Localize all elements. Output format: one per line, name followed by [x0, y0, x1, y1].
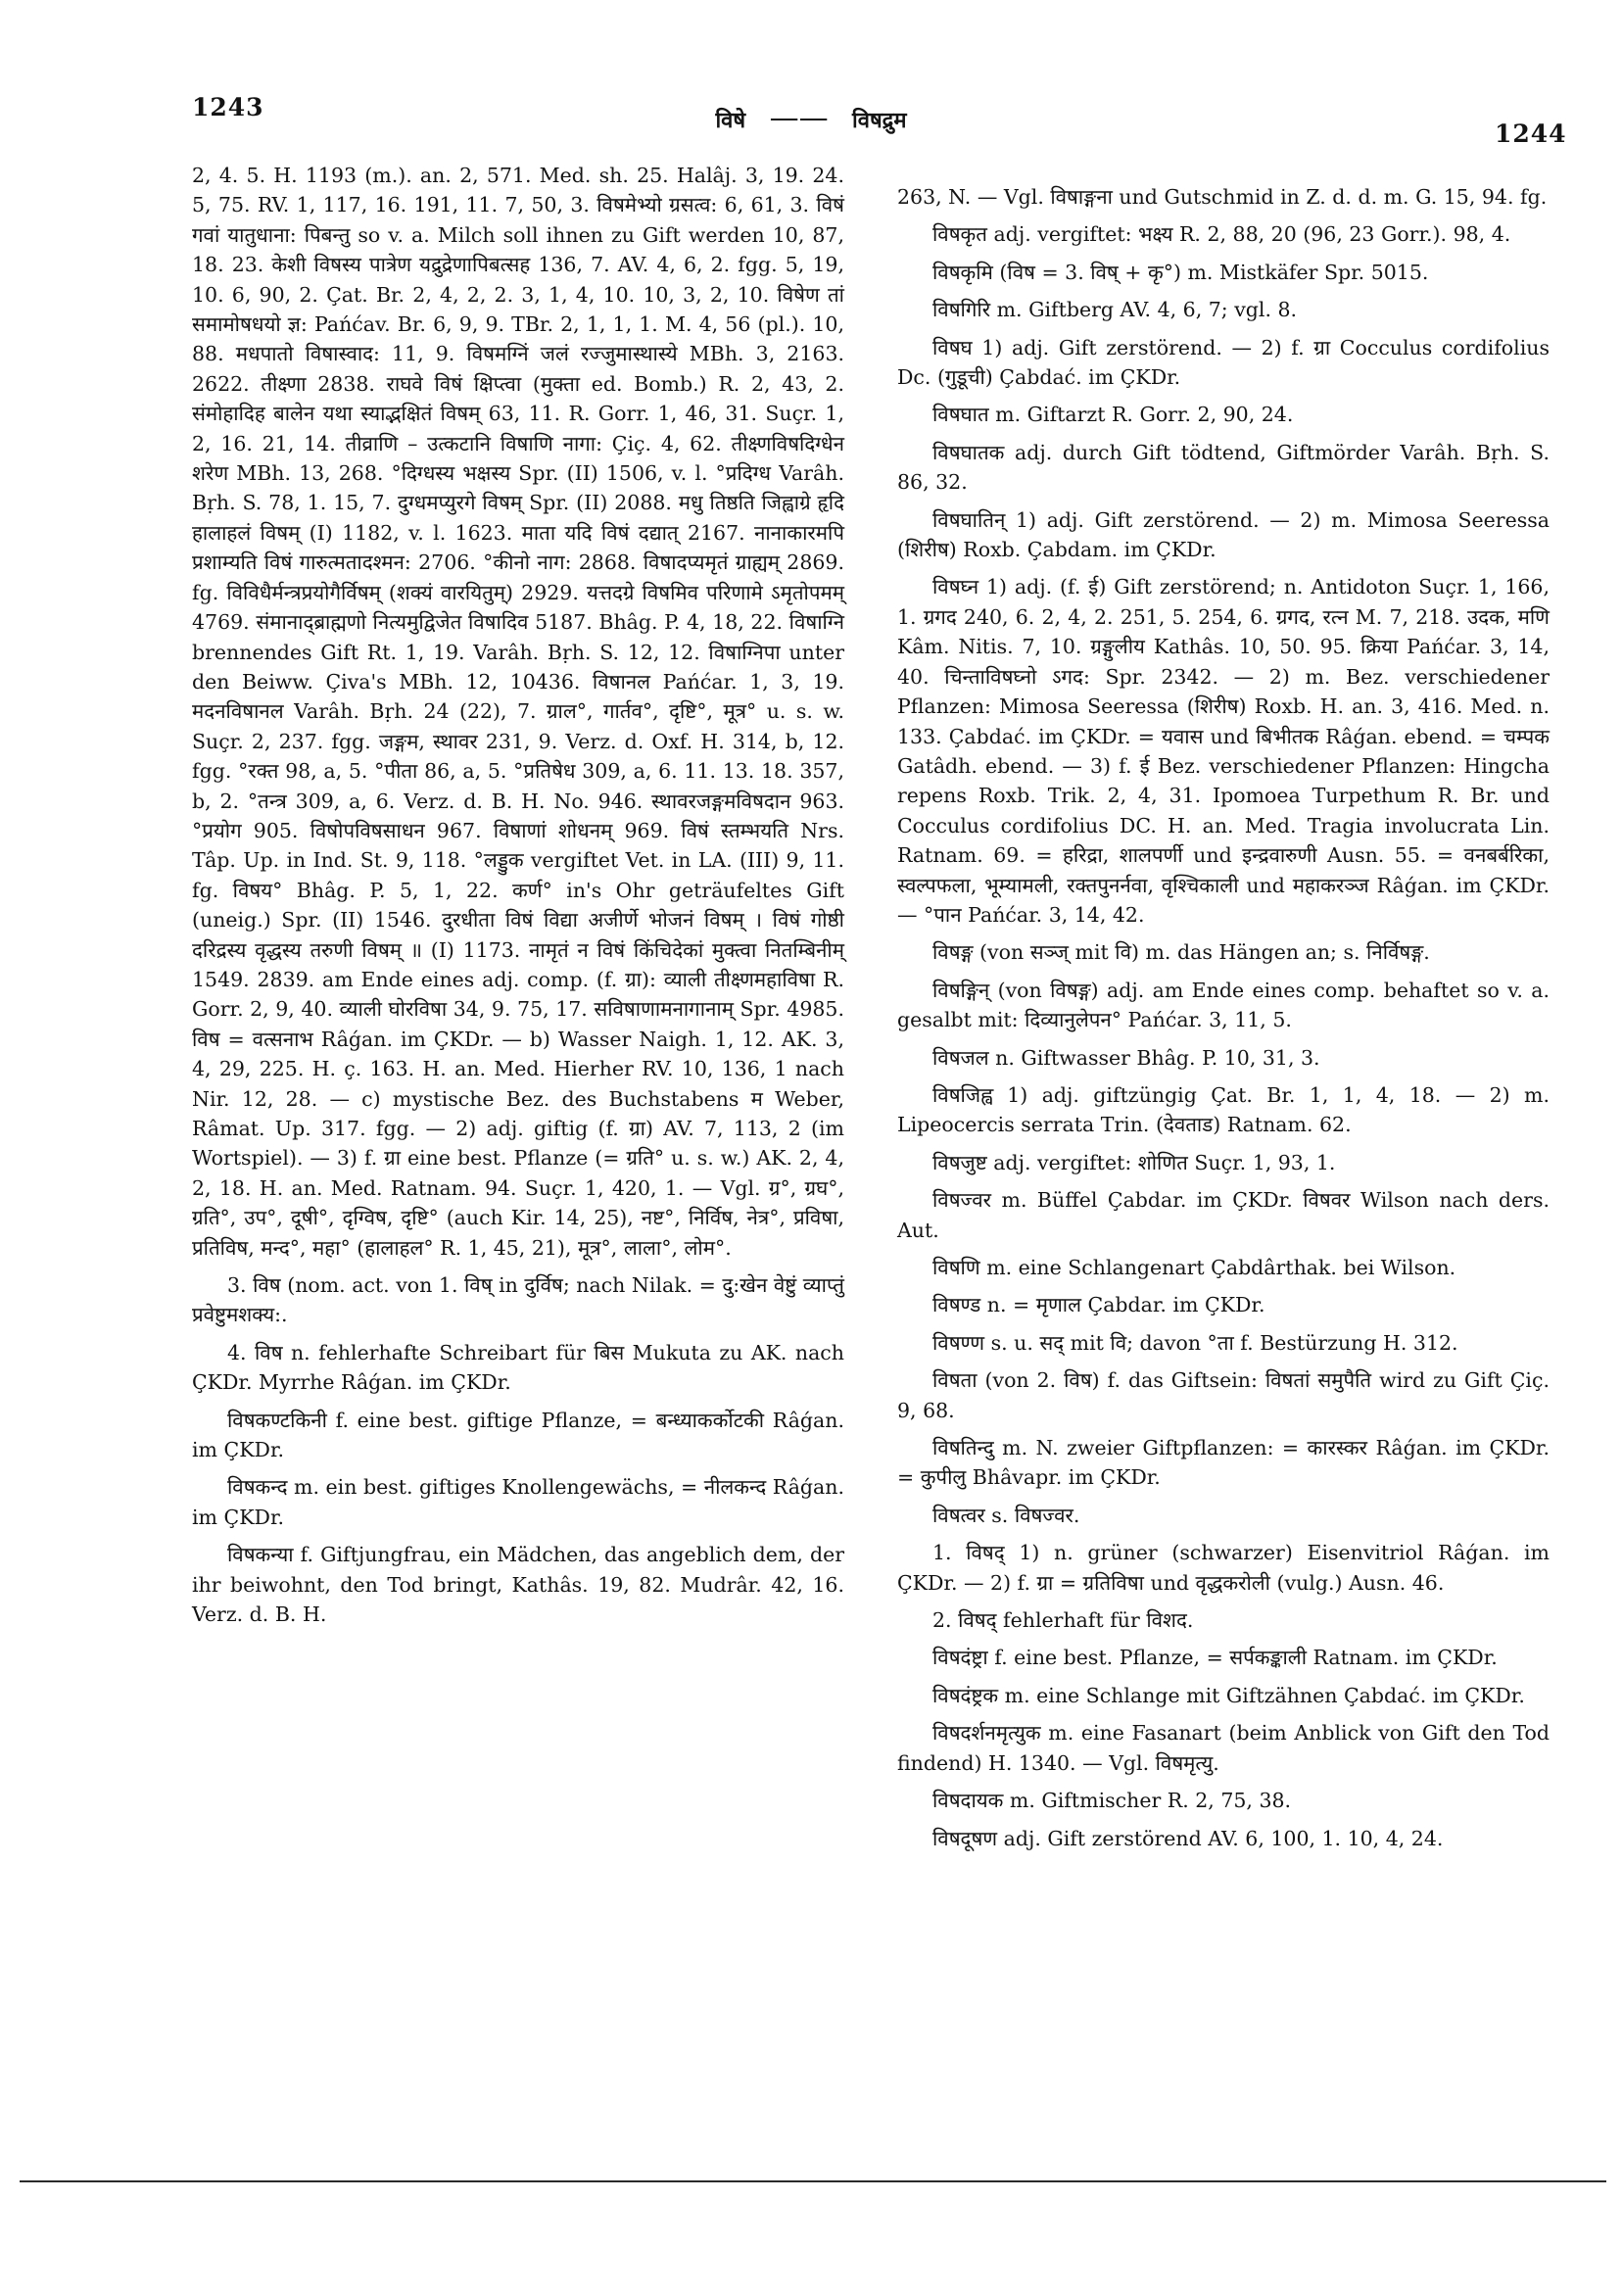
head-word-first: विषे — [715, 109, 746, 133]
dictionary-entry: विषजल n. Giftwasser Bhâg. P. 10, 31, 3. — [932, 1045, 1320, 1070]
dictionary-entry: विषज्वर m. Büffel Çabdar. im ÇKDr. विषवर Wilson nach ders. Aut. — [897, 1188, 1550, 1242]
dictionary-entry: विषतिन्दु m. N. zweier Giftpflanzen: = कारस्कर Râǵan. im ÇKDr. = कुपीलु Bhâvapr. im ÇKDr. — [897, 1436, 1550, 1490]
column-number-right: 1244 — [1495, 120, 1567, 148]
dictionary-entry: 3. विष (nom. act. von 1. विष् in दुर्विष; nach Nilak. = दु:खेन वेष्टुं व्याप्तुं प्रवेष्टुमशक्य:. — [192, 1273, 844, 1327]
dictionary-entry: विषणि m. eine Schlangenart Çabdârthak. bei Wilson. — [932, 1256, 1456, 1279]
dictionary-entry: विषदंष्ट्रक m. eine Schlange mit Giftzähnen Çabdać. im ÇKDr. — [932, 1683, 1525, 1707]
dictionary-entry: विषकन्या f. Giftjungfrau, ein Mädchen, das angeblich dem, der ihr beiwohnt, den Tod bringt, Kathâs. 19, 82. Mudrâr. 42, 16. Verz. d. B. H. — [192, 1543, 844, 1627]
dictionary-entry: विषघात m. Giftarzt R. Gorr. 2, 90, 24. — [932, 403, 1294, 427]
dictionary-entry: विषघातक adj. durch Gift tödtend, Giftmörder Varâh. Bṛh. S. 86, 32. — [897, 440, 1550, 495]
dictionary-entry: विषजिह्व 1) adj. giftzüngig Çat. Br. 1, 1, 4, 18. — 2) m. Lipeocercis serrata Trin. (देवताड) Ratnam. 62. — [897, 1082, 1550, 1137]
dictionary-entry: विषकृत adj. vergiftet: भक्ष्य R. 2, 88, 20 (96, 23 Gorr.). 98, 4. — [932, 222, 1511, 247]
page-header — [0, 0, 1622, 147]
head-dash: —— — [769, 101, 829, 135]
dictionary-entry: विषघ 1) adj. Gift zerstörend. — 2) f. ग्रा Cocculus cordifolius Dc. (गुडूची) Çabdać. im ÇKDr. — [897, 335, 1550, 390]
dictionary-entry: विषकृमि (विष = 3. विष् + कृ°) m. Mistkäfer Spr. 5015. — [932, 260, 1429, 284]
entry-continuation: 2, 4. 5. H. 1193 (m.). an. 2, 571. Med. sh. 25. Halâj. 3, 19. 24. 5, 75. RV. 1, 117, 16. 191, 11. 7, 50, 3. विषमेभ्यो ग्रसत्व: 6, 61, 3. विषं गवां यातुधाना: पिबन्तु so v. a. Milch soll ihnen zu Gift werden 10, 87, 18. 23. केशी विषस्य पात्रेण यद्रुद्रेणापिबत्सह 136, 7. AV. 4, 6, 2. fgg. 5, 19, 10. 6, 90, 2. Çat. Br. 2, 4, 2, 2. 3, 1, 4, 10. 10, 3, 2, 10. विषेण तां समामोषधयो ज्ञ: Pańćav. Br. 6, 9, 9. TBr. 2, 1, 1, 1. M. 4, 56 (pl.). 10, 88. मधपातो विषास्वाद: 11, 9. विषमग्निं जलं रज्जुमास्थास्ये MBh. 3, 2163. 2622. तीक्ष्णा 2838. राघवे विषं क्षिप्त्वा (मुक्ता ed. Bomb.) R. 2, 43, 2. संमोहादिह बालेन यथा स्याद्भक्षितं विषम् 63, 11. R. Gorr. 1, 46, 31. Suçr. 1, 2, 16. 21, 14. तीव्राणि – उत्कटानि विषाणि नागा: Çiç. 4, 62. तीक्ष्णविषदिग्धेन शरेण MBh. 13, 268. °दिग्धस्य भक्षस्य Spr. (II) 1506, v. l. °प्रदिग्ध Varâh. Bṛh. S. 78, 1. 15, 7. दुग्धमप्युरगे विषम् Spr. (II) 2088. मधु तिष्ठति जिह्वाग्रे हृदि हालाहलं विषम् (I) 1182, v. l. 1623. माता यदि विषं दद्यात् 2167. नानाकारमपि प्रशाम्यति विषं गारुत्मतादश्मन: 2706. °कीनो नाग: 2868. विषादप्यमृतं ग्राह्यम् 2869. fg. विविधैर्मन्त्रप्रयोगैर्विषम् (शक्यं वारयितुम्) 2929. यत्तदग्रे विषमिव परिणामे ऽमृतोपमम् 4769. संमानाद्ब्राह्मणो नित्यमुद्विजेत विषादिव 5187. Bhâg. P. 4, 18, 22. विषाग्नि brennendes Gift Rt. 1, 19. Varâh. Bṛh. S. 12, 12. विषाग्निपा unter den Beiww. Çiva's MBh. 12, 10436. विषानल Pańćar. 1, 3, 19. मदनविषानल Varâh. Bṛh. 24 (22), 7. ग्राल°, गार्तव°, दृष्टि°, मूत्र° u. s. w. Suçr. 2, 237. fgg. जङ्गम, स्थावर 231, 9. Verz. d. Oxf. H. 314, b, 12. fgg. °रक्त 98, a, 5. °पीता 86, a, 5. °प्रतिषेध 309, a, 6. 11. 13. 18. 357, b, 2. °तन्त्र 309, a, 6. Verz. d. B. H. No. 946. स्थावरजङ्गमविषदान 963. °प्रयोग 905. विषोपविषसाधन 967. विषाणां शोधनम् 969. विषं स्तम्भयति Nrs. Tâp. Up. in Ind. St. 9, 118. °लड्डुक vergiftet Vet. in LA. (III) 9, 11. fg. विषय° Bhâg. P. 5, 1, 22. कर्ण° in's Ohr geträufeltes Gift (uneig.) Spr. (II) 1546. दुरधीता विषं विद्या अजीर्णे भोजनं विषम् । विषं गोष्ठी दरिद्रस्य वृद्धस्य तरुणी विषम् ॥ (I) 1173. नामृतं न विषं किंचिदेकां मुक्त्वा नितम्बिनीम् 1549. 2839. am Ende eines adj. comp. (f. ग्रा): व्याली तीक्ष्णमहाविषा R. Gorr. 2, 9, 40. व्याली घोरविषा 34, 9. 75, 17. सविषाणामनागानाम् Spr. 4985. विष = वत्सनाभ Râǵan. im ÇKDr. — b) Wasser Naigh. 1, 12. AK. 3, 4, 29, 225. H. ç. 163. H. an. Med. Hierher RV. 10, 136, 1 nach Nir. 12, 28. — c) mystische Bez. des Buchstabens म Weber, Râmat. Up. 317. fgg. — 2) adj. giftig (f. ग्रा) AV. 7, 113, 2 (im Wortspiel). — 3) f. ग्रा eine best. Pflanze (= ग्रति° u. s. w.) AK. 2, 4, 2, 18. H. an. Med. Ratnam. 94. Suçr. 1, 420, 1. — Vgl. ग्र°, ग्रघ°, ग्रति°, उप°, दूषी°, दृग्विष, दृष्टि° (auch Kir. 14, 25), नष्ट°, निर्विष, नेत्र°, प्रविषा, प्रतिविष, मन्द°, महा° (हालाहल° R. 1, 45, 21), मूत्र°, लाला°, लोम°. — [192, 164, 844, 1260]
dictionary-entry: 2. विषद् fehlerhaft für विशद. — [932, 1608, 1194, 1633]
bottom-rule — [20, 2180, 1606, 2182]
dictionary-entry: विषत्वर s. विषज्वर. — [932, 1503, 1080, 1527]
dictionary-entry: विषता (von 2. विष) f. das Giftsein: विषतां समुपैति wird zu Gift Çiç. 9, 68. — [897, 1368, 1550, 1422]
head-word-last: विषद्रुम — [852, 109, 907, 133]
dictionary-entry: विषजुष्ट adj. vergiftet: शोणित Suçr. 1, 93, 1. — [932, 1150, 1336, 1174]
dictionary-entry: विषदायक m. Giftmischer R. 2, 75, 38. — [932, 1789, 1292, 1813]
dictionary-entry: विषगिरि m. Giftberg AV. 4, 6, 7; vgl. 8. — [932, 298, 1298, 322]
column-number-left: 1243 — [192, 93, 264, 121]
dictionary-entry: विषघातिन् 1) adj. Gift zerstörend. — 2) m. Mimosa Seeressa (शिरीष) Roxb. Çabdam. im ÇKDr. — [897, 507, 1550, 562]
dictionary-entry: 1. विषद् 1) n. grüner (schwarzer) Eisenvitriol Râǵan. im ÇKDr. — 2) f. ग्रा = ग्रतिविषा und वृद्धकरोली (vulg.) Ausn. 46. — [897, 1541, 1550, 1595]
dictionary-entry: विषघ्न 1) adj. (f. ई) Gift zerstörend; n. Antidoton Suçr. 1, 166, 1. ग्रगद 240, 6. 2, 4, 2. 251, 5. 254, 6. ग्रगद, रत्न M. 7, 218. उदक, मणि Kâm. Nitis. 7, 10. ग्रङ्गुलीय Kathâs. 10, 50. 95. क्रिया Pańćar. 3, 14, 40. चिन्ताविषघ्नो ऽगद: Spr. 2342. — 2) m. Bez. verschiedener Pflanzen: Mimosa Seeressa (शिरीष) Roxb. H. an. 3, 416. Med. n. 133. Çabdać. im ÇKDr. = यवास und बिभीतक Râǵan. ebend. = चम्पक Gatâdh. ebend. — 3) f. ई Bez. verschiedener Pflanzen: Hingcha repens Roxb. Trik. 2, 4, 31. Ipomoea Turpethum R. Br. und Cocculus cordifolius DC. H. an. Med. Tragia involucrata Lin. Ratnam. 69. = हरिद्रा, शालपर्णी und इन्द्रवारुणी Ausn. 55. = वनबर्बरिका, स्वल्पफला, भूम्यामली, रक्तपुनर्नवा, वृश्चिकाली und महाकरञ्ज Râǵan. im ÇKDr. — °पान Pańćar. 3, 14, 42. — [897, 575, 1550, 927]
dictionary-entry: विषदूषण adj. Gift zerstörend AV. 6, 100, 1. 10, 4, 24. — [932, 1826, 1444, 1850]
dictionary-entry: विषदंष्ट्रा f. eine best. Pflanze, = सर्पकङ्काली Ratnam. im ÇKDr. — [932, 1646, 1498, 1670]
dictionary-entry: विषण्ण s. u. सद् mit वि; davon °ता f. Bestürzung H. 312. — [932, 1330, 1458, 1355]
dictionary-entry: विषण्ड n. = मृणाल Çabdar. im ÇKDr. — [932, 1293, 1265, 1317]
right-column — [897, 182, 1550, 1853]
dictionary-entry: विषकण्टकिनी f. eine best. giftige Pflanze, = बन्ध्याकर्कोटकी Râǵan. im ÇKDr. — [192, 1408, 844, 1462]
dictionary-entry: विषकन्द m. ein best. giftiges Knollengewächs, = नीलकन्द Râǵan. im ÇKDr. — [192, 1475, 844, 1529]
dictionary-entry: विषङ्गिन् (von विषङ्ग) adj. am Ende eines comp. behaftet so v. a. gesalbt mit: दिव्यानुलेपन° Pańćar. 3, 11, 5. — [897, 978, 1550, 1032]
dictionary-entry: 4. विष n. fehlerhafte Schreibart für बिस Mukuta zu AK. nach ÇKDr. Myrrhe Râǵan. im ÇKDr. — [192, 1340, 844, 1395]
dictionary-entry: विषङ्ग (von सञ्ज् mit वि) m. das Hängen an; s. निर्विषङ्ग. — [932, 940, 1430, 965]
entry-continuation: 263, N. — Vgl. विषाङ्गना und Gutschmid in Z. d. d. m. G. 15, 94. fg. — [897, 185, 1548, 209]
left-column — [192, 161, 844, 1630]
running-head — [597, 101, 1025, 135]
dictionary-entry: विषदर्शनमृत्युक m. eine Fasanart (beim Anblick von Gift den Tod findend) H. 1340. — Vgl. विषमृत्यु. — [897, 1721, 1550, 1775]
